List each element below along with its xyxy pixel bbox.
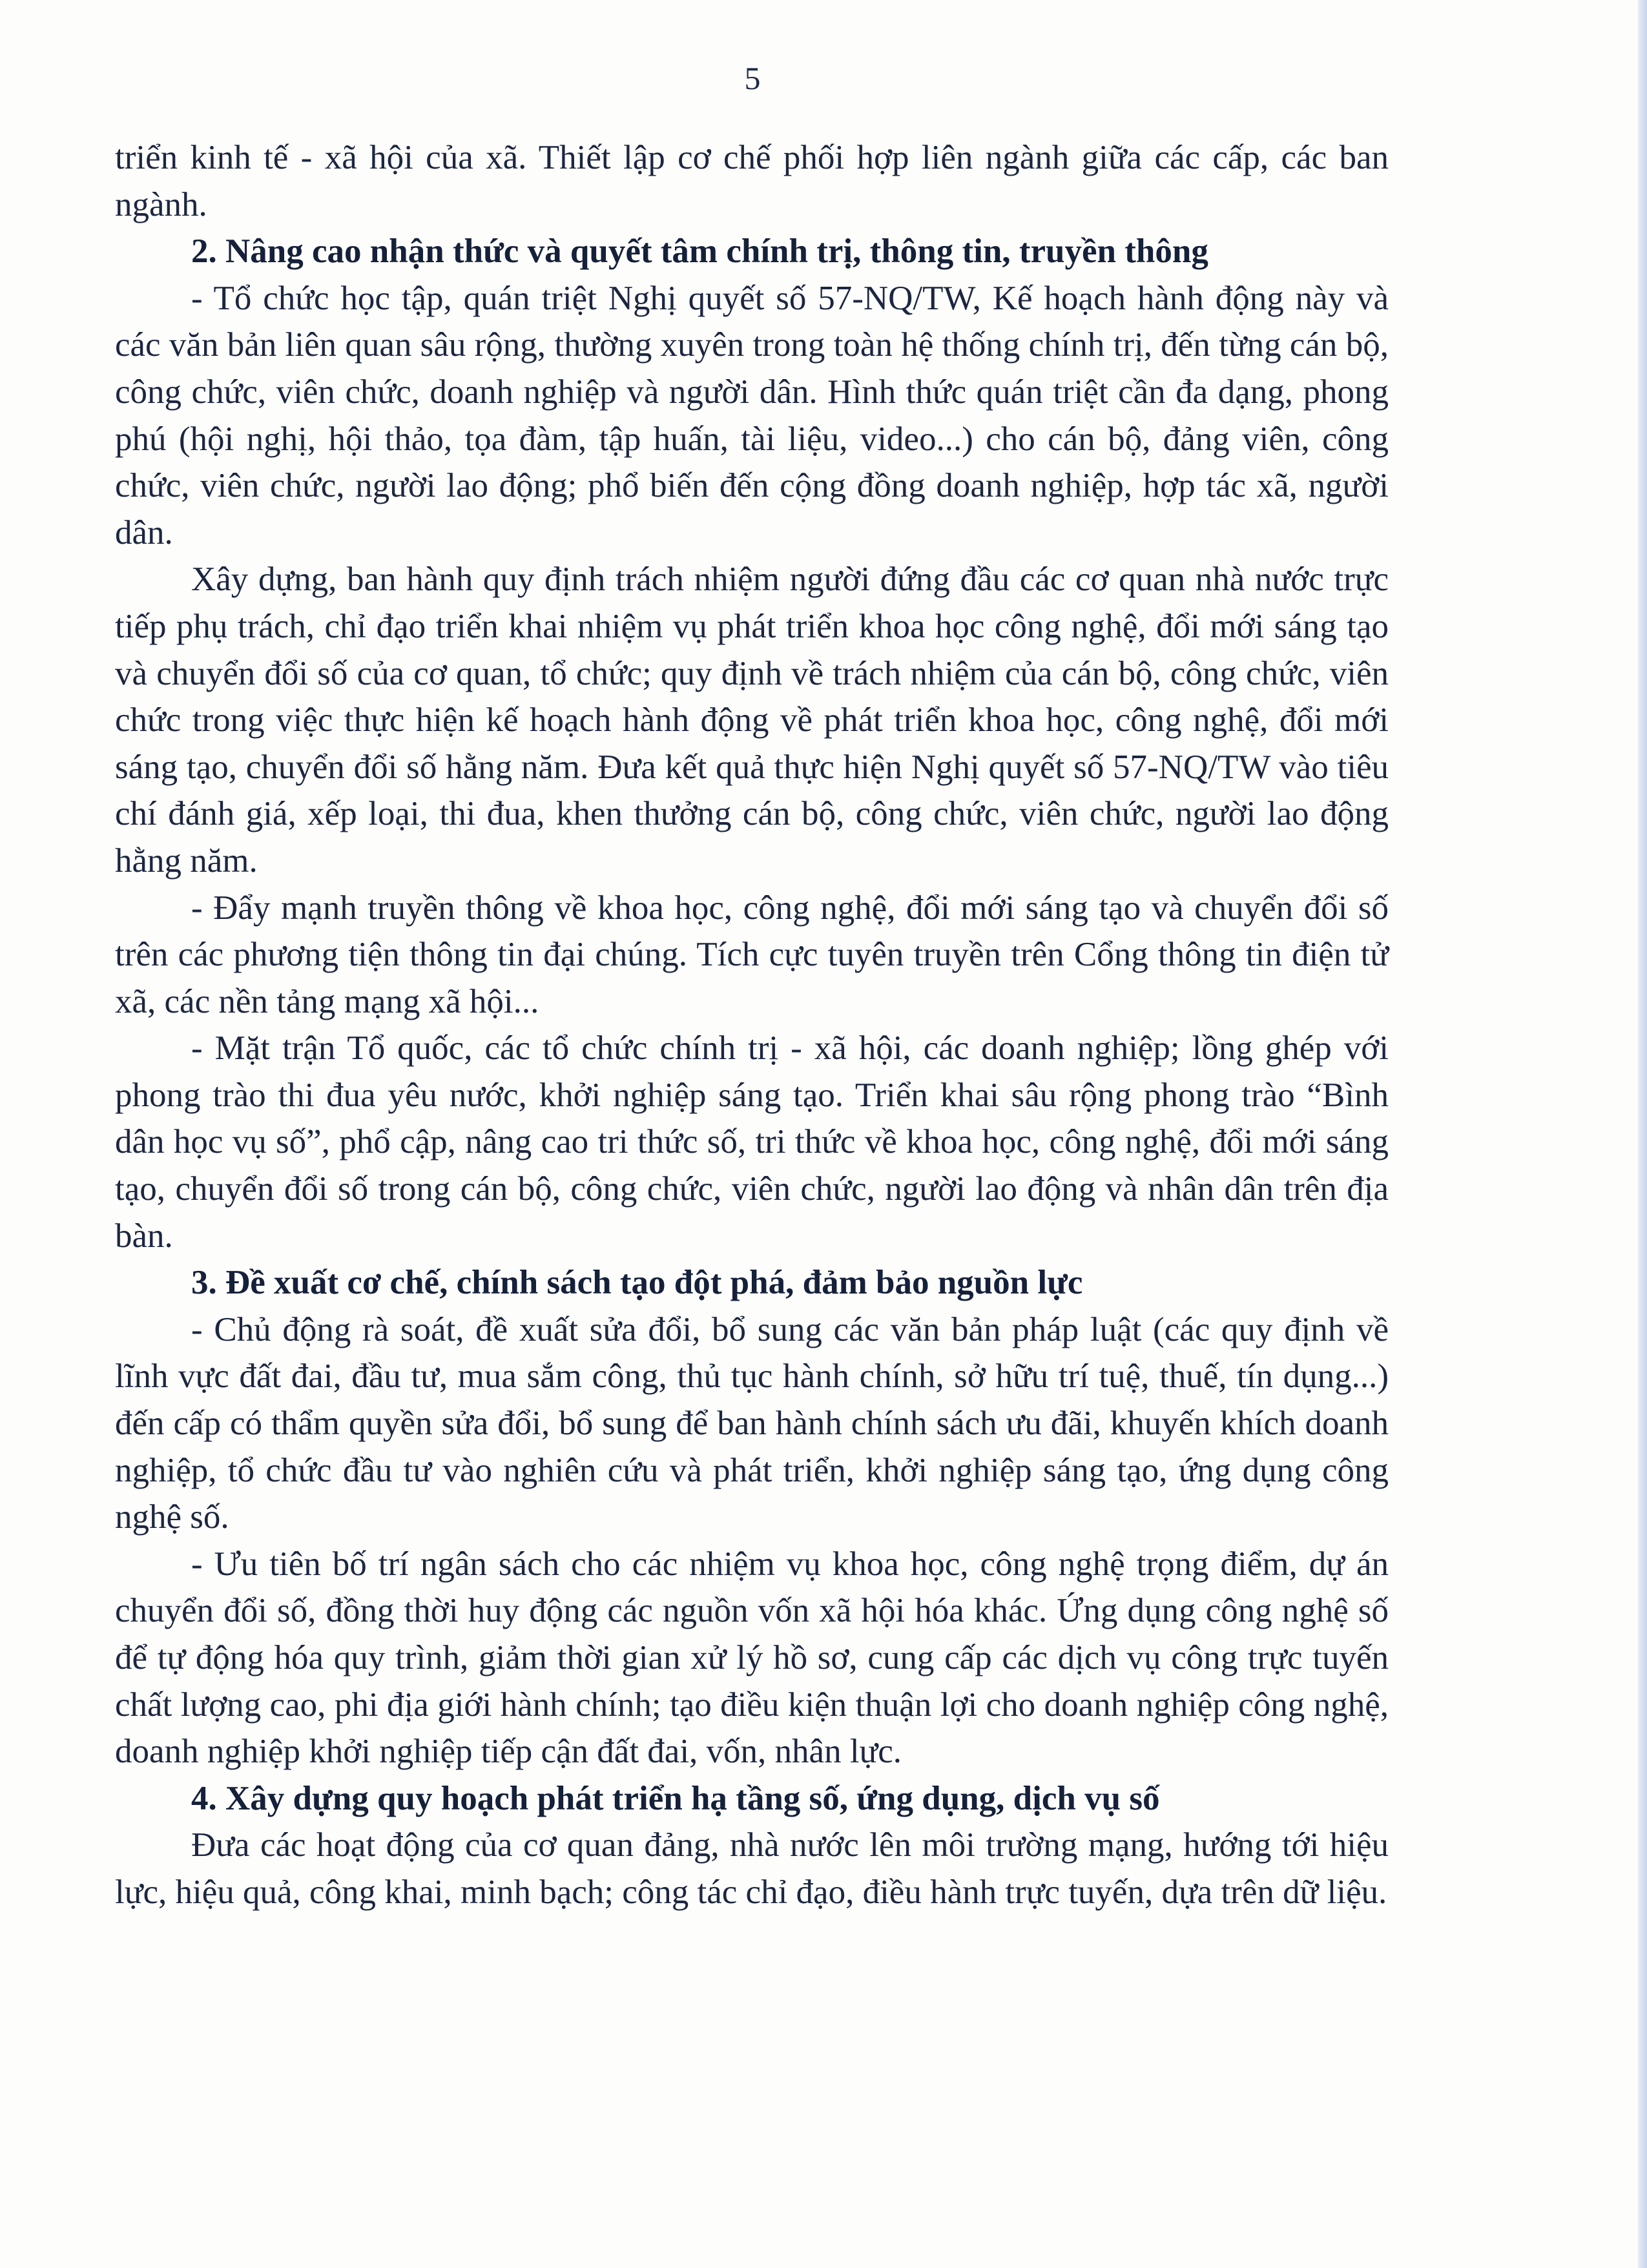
paragraph: - Ưu tiên bố trí ngân sách cho các nhiệm vụ khoa học, công nghệ trọng điểm, dự án chuyển đổi số, đồng thời huy động các nguồn vốn xã hội hóa khác. Ứng dụng công nghệ số để tự động hóa quy trình, giảm thời gian xử lý hồ sơ, cung cấp các dịch vụ công trực tuyến chất lượng cao, phi địa giới hành chính; tạo điều kiện thuận lợi cho doanh nghiệp công nghệ, doanh nghiệp khởi nghiệp tiếp cận đất đai, vốn, nhân lực. <box>115 1545 1389 1771</box>
paragraph: - Mặt trận Tổ quốc, các tổ chức chính trị - xã hội, các doanh nghiệp; lồng ghép với phong trào thi đua yêu nước, khởi nghiệp sáng tạo. Triển khai sâu rộng phong trào “Bình dân học vụ số”, phổ cập, nâng cao tri thức số, tri thức về khoa học, công nghệ, đổi mới sáng tạo, chuyển đổi số trong cán bộ, công chức, viên chức, người lao động và nhân dân trên địa bàn. <box>115 1029 1389 1255</box>
section-heading-4: 4. Xây dựng quy hoạch phát triển hạ tầng số, ứng dụng, dịch vụ số <box>191 1779 1160 1817</box>
document-body <box>115 134 1389 1916</box>
paragraph-continuation: triển kinh tế - xã hội của xã. Thiết lập cơ chế phối hợp liên ngành giữa các cấp, các ban ngành. <box>115 139 1389 223</box>
page-number: 5 <box>744 60 761 96</box>
page-edge-shadow <box>1638 0 1647 2268</box>
section-heading-3: 3. Đề xuất cơ chế, chính sách tạo đột phá, đảm bảo nguồn lực <box>191 1264 1083 1302</box>
section-heading-2: 2. Nâng cao nhận thức và quyết tâm chính trị, thông tin, truyền thông <box>191 232 1208 271</box>
paragraph: - Tổ chức học tập, quán triệt Nghị quyết số 57-NQ/TW, Kế hoạch hành động này và các văn bản liên quan sâu rộng, thường xuyên trong toàn hệ thống chính trị, đến từng cán bộ, công chức, viên chức, doanh nghiệp và người dân. Hình thức quán triệt cần đa dạng, phong phú (hội nghị, hội thảo, tọa đàm, tập huấn, tài liệu, video...) cho cán bộ, đảng viên, công chức, viên chức, người lao động; phổ biến đến cộng đồng doanh nghiệp, hợp tác xã, người dân. <box>115 279 1389 552</box>
paragraph: Xây dựng, ban hành quy định trách nhiệm người đứng đầu các cơ quan nhà nước trực tiếp phụ trách, chỉ đạo triển khai nhiệm vụ phát triển khoa học công nghệ, đổi mới sáng tạo và chuyển đổi số của cơ quan, tổ chức; quy định về trách nhiệm của cán bộ, công chức, viên chức trong việc thực hiện kế hoạch hành động về phát triển khoa học, công nghệ, đổi mới sáng tạo, chuyển đổi số hằng năm. Đưa kết quả thực hiện Nghị quyết số 57-NQ/TW vào tiêu chí đánh giá, xếp loại, thi đua, khen thưởng cán bộ, công chức, viên chức, người lao động hằng năm. <box>115 561 1389 880</box>
paragraph: - Đẩy mạnh truyền thông về khoa học, công nghệ, đổi mới sáng tạo và chuyển đổi số trên các phương tiện thông tin đại chúng. Tích cực tuyên truyền trên Cổng thông tin điện tử xã, các nền tảng mạng xã hội... <box>115 889 1389 1020</box>
paragraph: Đưa các hoạt động của cơ quan đảng, nhà nước lên môi trường mạng, hướng tới hiệu lực, hiệu quả, công khai, minh bạch; công tác chỉ đạo, điều hành trực tuyến, dựa trên dữ liệu. <box>115 1826 1389 1911</box>
paragraph: - Chủ động rà soát, đề xuất sửa đổi, bổ sung các văn bản pháp luật (các quy định về lĩnh vực đất đai, đầu tư, mua sắm công, thủ tục hành chính, sở hữu trí tuệ, thuế, tín dụng...) đến cấp có thẩm quyền sửa đổi, bổ sung để ban hành chính sách ưu đãi, khuyến khích doanh nghiệp, tổ chức đầu tư vào nghiên cứu và phát triển, khởi nghiệp sáng tạo, ứng dụng công nghệ số. <box>115 1310 1389 1536</box>
